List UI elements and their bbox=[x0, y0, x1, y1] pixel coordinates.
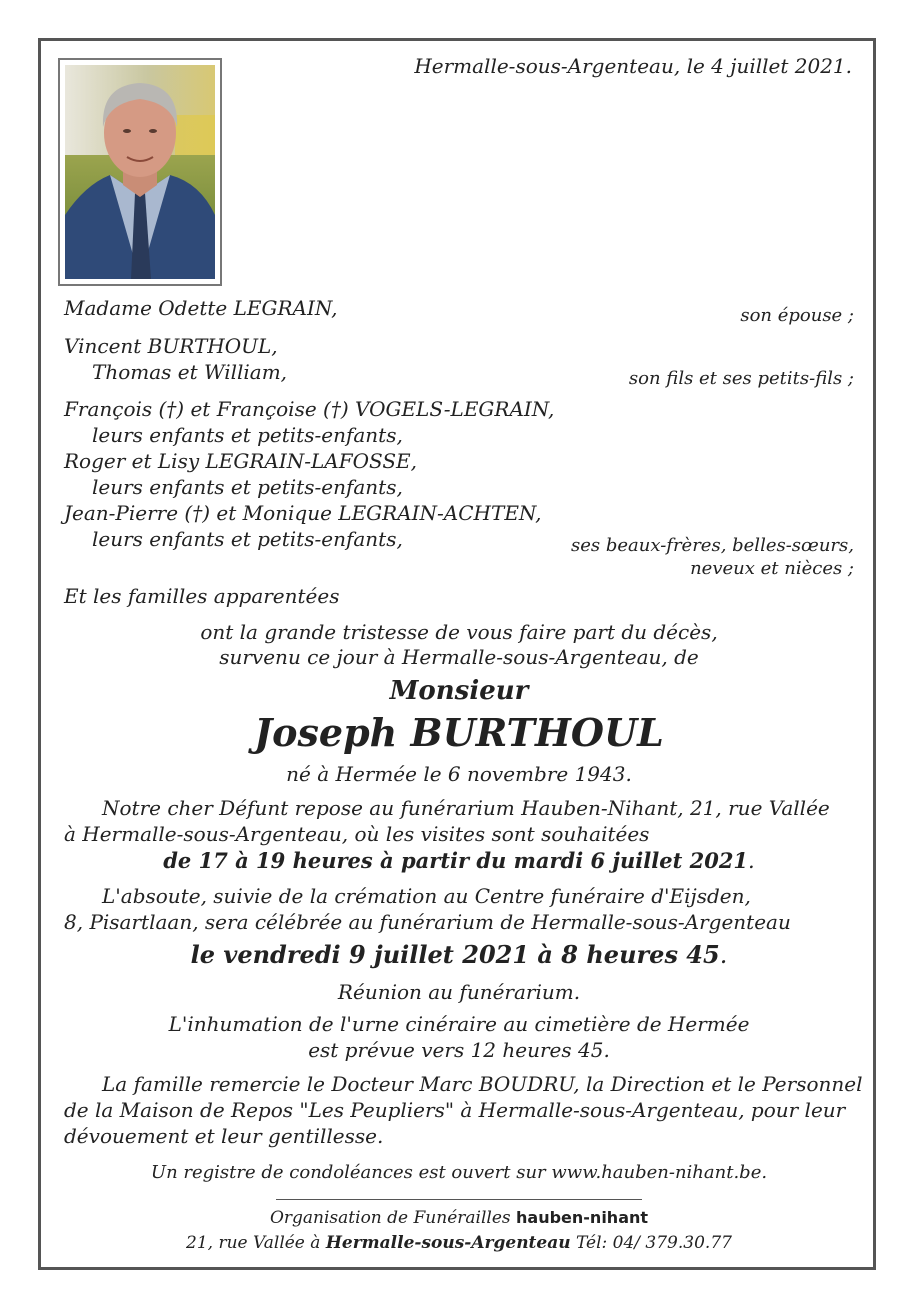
thanks-line-1: La famille remercie le Docteur Marc BOUDRU, la Direction et le Personnel bbox=[102, 1072, 863, 1096]
ceremony-line-1: L'absoute, suivie de la crémation au Centre funéraire d'Eijsden, bbox=[102, 884, 751, 908]
inlaw-line: Jean-Pierre (†) et Monique LEGRAIN-ACHTEN, bbox=[64, 501, 542, 525]
inlaws-relation-1: ses beaux-frères, belles-sœurs, bbox=[571, 535, 854, 556]
related-families: Et les familles apparentées bbox=[64, 584, 340, 608]
place-date: Hermalle-sous-Argenteau, le 4 juillet 2021. bbox=[414, 54, 852, 78]
announcement-line-1: ont la grande tristesse de vous faire part du décès, bbox=[200, 620, 718, 644]
funeral-organisation: Organisation de Funérailles hauben-nihant bbox=[269, 1208, 649, 1228]
son-relation: son fils et ses petits-fils ; bbox=[628, 368, 854, 389]
funeral-address: 21, rue Vallée à Hermalle-sous-Argenteau Tél: 04/ 379.30.77 bbox=[186, 1233, 732, 1253]
visits-line-1: Notre cher Défunt repose au funérarium Hauben-Nihant, 21, rue Vallée bbox=[102, 796, 830, 820]
ceremony-date-bold: le vendredi 9 juillet 2021 à 8 heures 45 bbox=[190, 940, 720, 969]
visits-hours-bold: de 17 à 19 heures à partir du mardi 6 juillet 2021 bbox=[163, 848, 749, 873]
ceremony-date: le vendredi 9 juillet 2021 à 8 heures 45. bbox=[190, 940, 728, 969]
inlaw-line: Roger et Lisy LEGRAIN-LAFOSSE, bbox=[64, 449, 418, 473]
deceased-title: Monsieur bbox=[389, 676, 529, 706]
urn-line-1: L'inhumation de l'urne cinéraire au cimetière de Hermée bbox=[168, 1012, 750, 1036]
son-name: Vincent BURTHOUL, bbox=[64, 334, 278, 358]
inlaw-line: leurs enfants et petits-enfants, bbox=[92, 475, 403, 499]
deceased-name: Joseph BURTHOUL bbox=[254, 710, 664, 755]
announcement-line-2: survenu ce jour à Hermalle-sous-Argenteau, de bbox=[219, 645, 699, 669]
phone-number: Tél: 04/ 379.30.77 bbox=[576, 1233, 732, 1253]
thanks-line-2: de la Maison de Repos "Les Peupliers" à Hermalle-sous-Argenteau, pour leur bbox=[64, 1098, 846, 1122]
thanks-line-3: dévouement et leur gentillesse. bbox=[64, 1124, 384, 1148]
birth-info: né à Hermée le 6 novembre 1943. bbox=[286, 762, 632, 786]
visits-line-2: à Hermalle-sous-Argenteau, où les visites sont souhaitées bbox=[64, 822, 650, 846]
condolence-register: Un registre de condoléances est ouvert sur www.hauben-nihant.be. bbox=[150, 1162, 768, 1183]
footer-divider bbox=[276, 1199, 642, 1200]
ceremony-line-2: 8, Pisartlaan, sera célébrée au funérarium de Hermalle-sous-Argenteau bbox=[64, 910, 791, 934]
urn-line-2: est prévue vers 12 heures 45. bbox=[308, 1038, 610, 1062]
portrait-image bbox=[65, 65, 215, 279]
grandsons-names: Thomas et William, bbox=[92, 360, 288, 384]
hauben-nihant-logo: hauben-nihant bbox=[516, 1208, 649, 1227]
spouse-relation: son épouse ; bbox=[740, 305, 854, 326]
portrait-photo bbox=[58, 58, 222, 286]
visits-hours: de 17 à 19 heures à partir du mardi 6 juillet 2021. bbox=[163, 848, 755, 873]
spouse-name: Madame Odette LEGRAIN, bbox=[64, 296, 338, 320]
inlaw-line: François (†) et Françoise (†) VOGELS-LEGRAIN, bbox=[64, 397, 555, 421]
inlaw-line: leurs enfants et petits-enfants, bbox=[92, 423, 403, 447]
meeting-info: Réunion au funérarium. bbox=[337, 980, 581, 1004]
inlaw-line: leurs enfants et petits-enfants, bbox=[92, 527, 403, 551]
inlaws-relation-2: neveux et nièces ; bbox=[690, 558, 854, 579]
